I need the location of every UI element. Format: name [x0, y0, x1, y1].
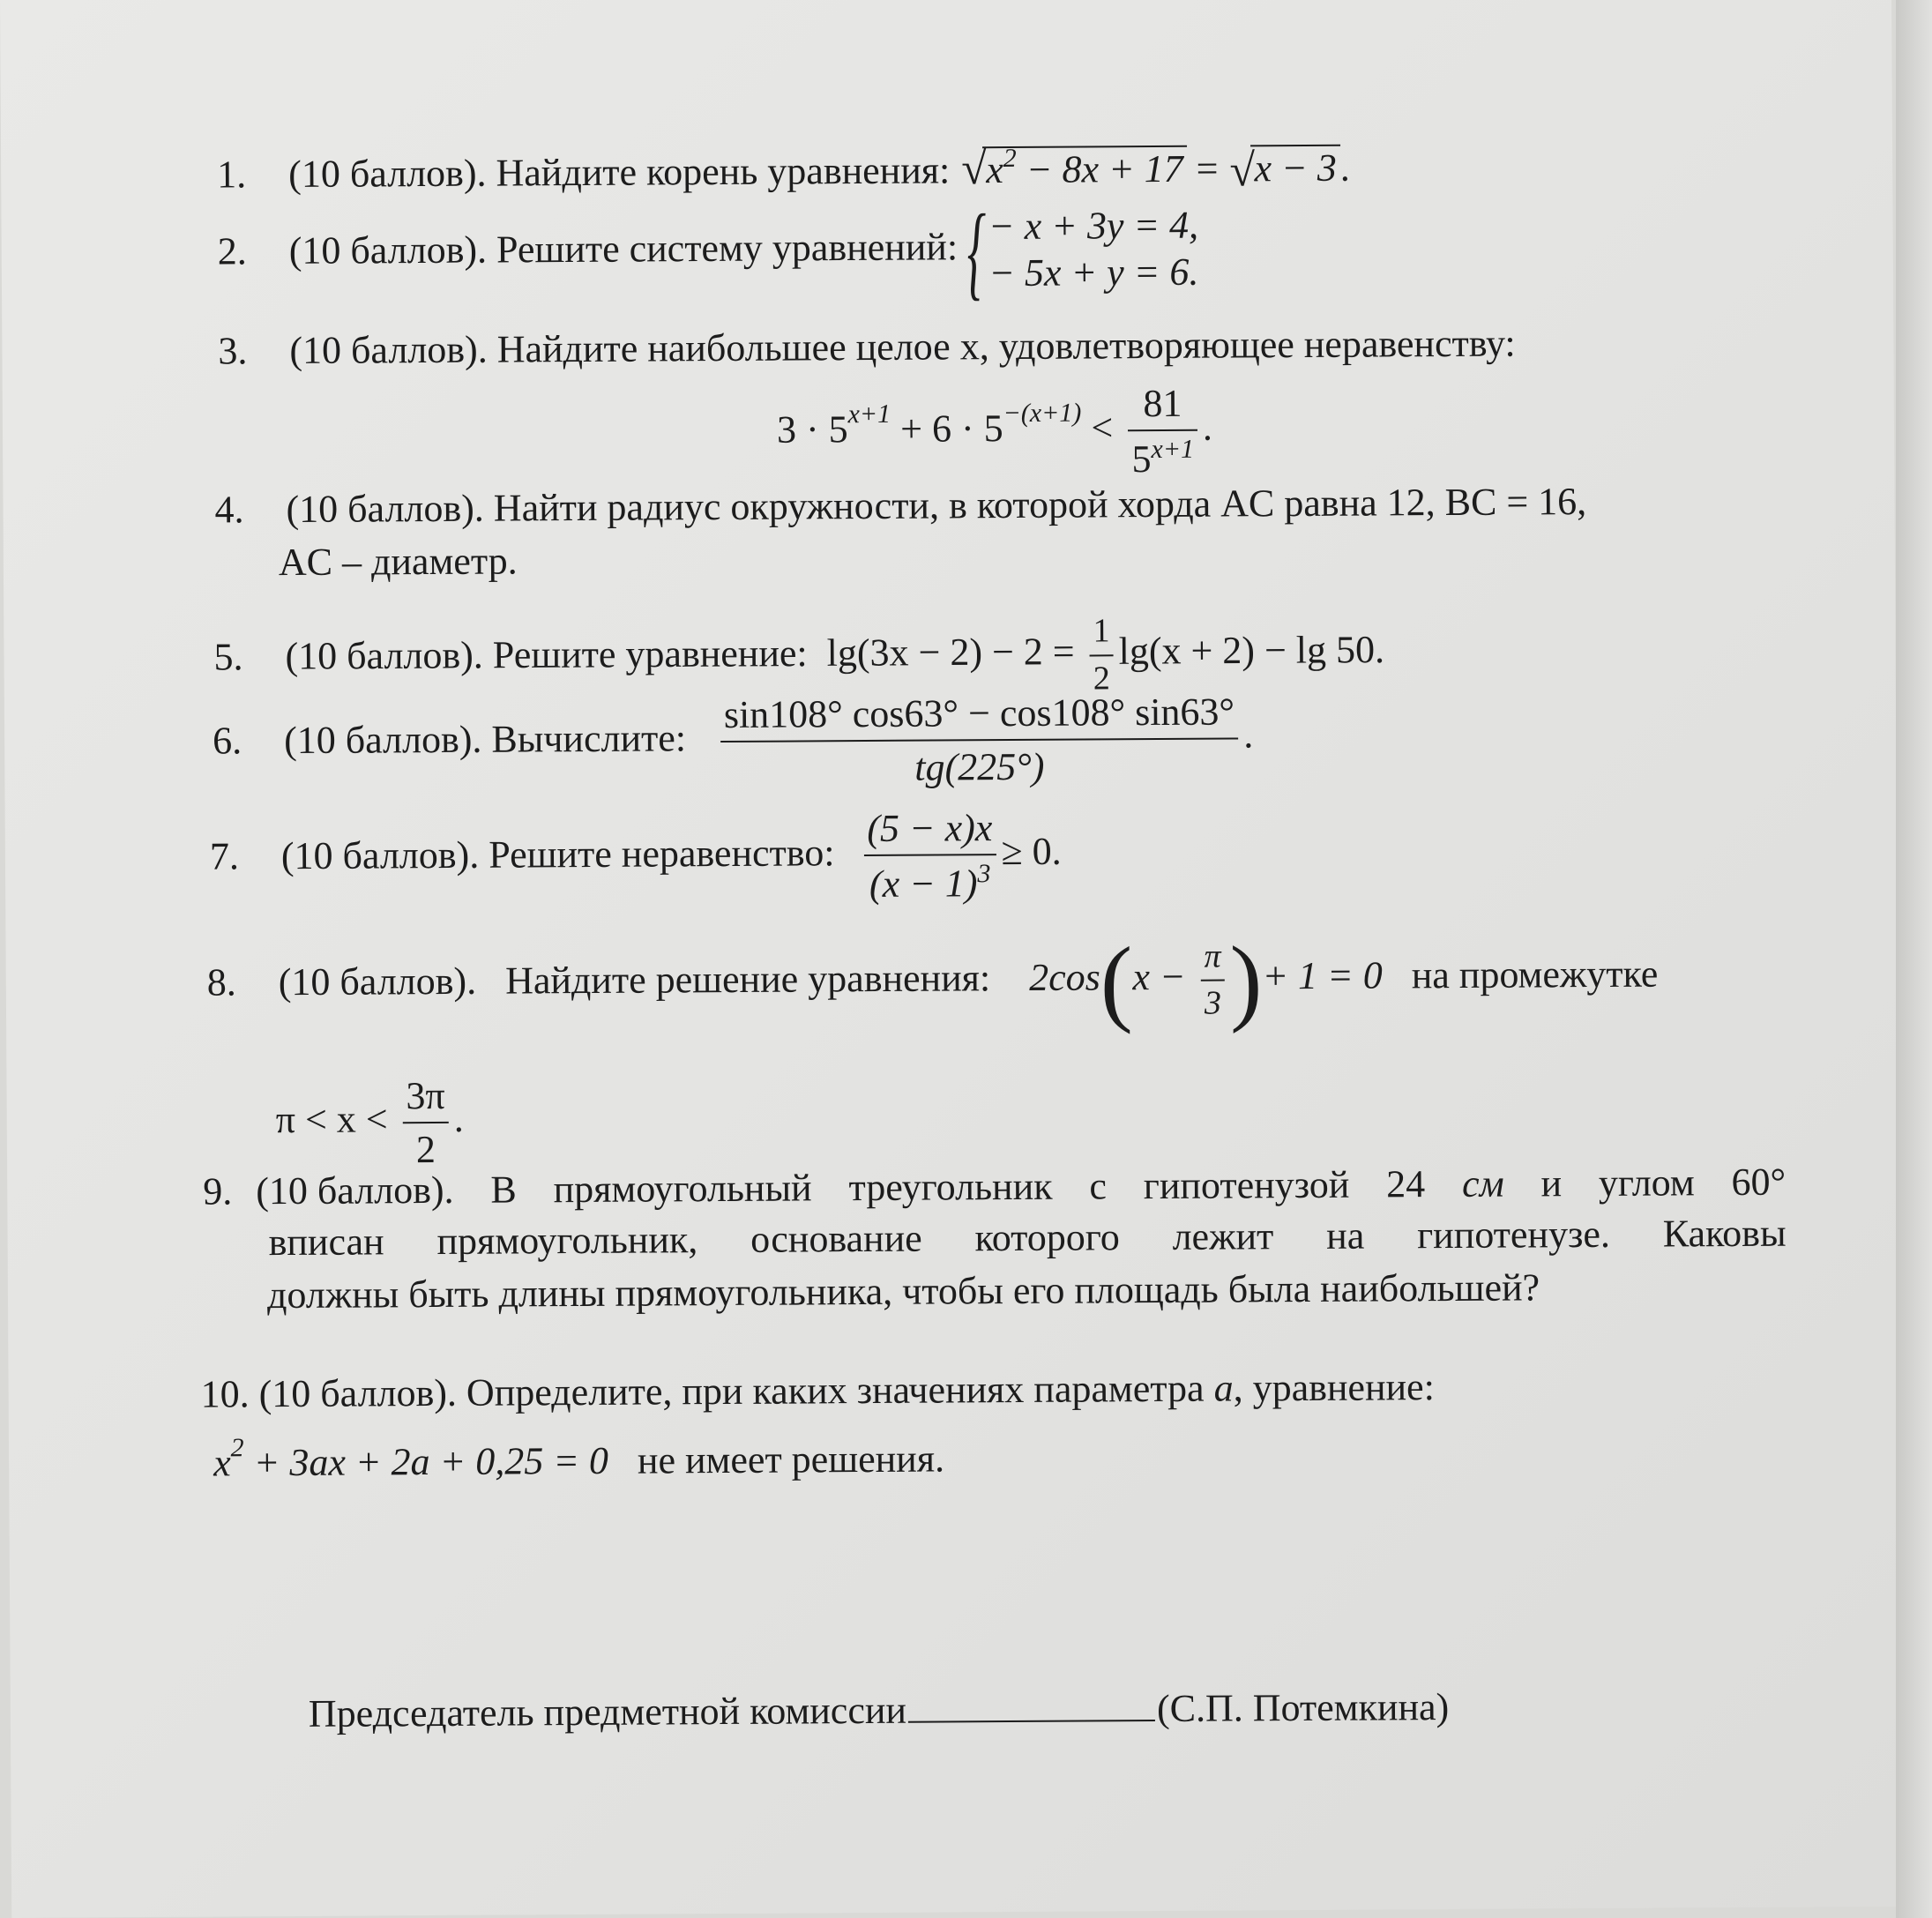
- problem-2: [217, 192, 1199, 310]
- period: .: [1243, 713, 1254, 757]
- radicand-exponent: 2: [1003, 143, 1017, 174]
- fraction-rational: [863, 803, 996, 908]
- problem-9-line-3: [267, 1263, 1540, 1319]
- problem-number: 8.: [206, 960, 236, 1004]
- lhs: lg(3x − 2) − 2 =: [826, 630, 1075, 675]
- equation-tail: + 1 = 0: [1262, 953, 1383, 998]
- signature-label: Председатель предметной комиссии: [308, 1688, 907, 1735]
- word: с: [1089, 1164, 1108, 1208]
- problem-9-line-2: [268, 1209, 1786, 1267]
- problem-points: (10 баллов).: [278, 959, 477, 1004]
- equation-var: x: [213, 1441, 231, 1485]
- numerator: 81: [1143, 381, 1182, 426]
- word: углом: [1598, 1161, 1695, 1205]
- word: лежит: [1172, 1214, 1274, 1258]
- rhs: lg(x + 2) − lg 50.: [1118, 628, 1385, 673]
- denominator: 2: [1093, 659, 1110, 697]
- lhs-term-2: + 6 · 5: [900, 407, 1003, 451]
- problem-text: Найдите корень уравнения:: [496, 148, 951, 195]
- problem-8-condition: [275, 1071, 464, 1175]
- word: В: [490, 1168, 517, 1212]
- system-line-2: − 5x + y = 6.: [988, 250, 1199, 295]
- problem-3: [218, 319, 1516, 376]
- problem-number: 2.: [217, 229, 247, 273]
- problem-6: [213, 687, 1254, 795]
- radicand-right: x − 3: [1250, 145, 1340, 190]
- word: прямоугольный: [553, 1166, 812, 1212]
- problem-7: [210, 803, 1062, 913]
- problem-4-line-2: [279, 536, 518, 586]
- word: треугольник: [848, 1164, 1053, 1210]
- problem-points: (10 баллов).: [289, 327, 488, 373]
- word: которого: [974, 1215, 1120, 1260]
- lhs-term-1: 3 · 5: [776, 407, 848, 452]
- fraction-3pi-2: [402, 1071, 449, 1174]
- denominator: 2: [415, 1128, 436, 1172]
- word: вписан: [268, 1220, 384, 1265]
- word: 24: [1386, 1162, 1426, 1206]
- problem-text-b: , уравнение:: [1233, 1365, 1435, 1410]
- desk-edge: [1896, 0, 1932, 1918]
- signature-block: [309, 1683, 1450, 1738]
- word: основание: [750, 1216, 922, 1261]
- word: гипотенузе.: [1416, 1212, 1611, 1258]
- sqrt-right: √ x − 3: [1227, 144, 1340, 193]
- signature-line: [908, 1720, 1155, 1723]
- equation-tail: не имеет решения.: [637, 1437, 945, 1482]
- problem-number-and-points: [203, 1166, 454, 1216]
- denominator: tg(225°): [914, 744, 1045, 789]
- denominator-exponent: x+1: [1151, 434, 1195, 465]
- problem-number: 5.: [213, 634, 243, 679]
- numerator: 1: [1093, 612, 1110, 650]
- problem-points: (10 баллов).: [288, 151, 487, 197]
- problem-number: 10.: [200, 1372, 250, 1416]
- problem-text: Найти радиус окружности, в которой хорда AC равна 12, BC = 16,: [493, 480, 1587, 530]
- numerator: 3π: [406, 1073, 445, 1118]
- word: см: [1461, 1161, 1504, 1205]
- problem-number: 1.: [217, 153, 247, 197]
- problem-number: 6.: [212, 719, 242, 763]
- period: .: [1339, 146, 1350, 190]
- denominator: 3: [1204, 984, 1221, 1022]
- word: 60°: [1731, 1160, 1787, 1205]
- problem-10: [200, 1362, 1435, 1419]
- problem-3-formula: [777, 379, 1213, 486]
- problem-points: (10 баллов).: [288, 228, 488, 272]
- problem-text: Определите, при каких значениях параметра: [466, 1366, 1205, 1414]
- word: гипотенузой: [1143, 1162, 1350, 1208]
- exponent-2: −(x+1): [1003, 398, 1082, 429]
- sqrt-left: √ $x^2 - 8x + 17$: [959, 141, 1187, 195]
- equals-sign: =: [1196, 146, 1219, 190]
- equation-rest: + 3ax + 2a + 0,25 = 0: [243, 1438, 609, 1485]
- problem-text: Решите уравнение:: [492, 631, 808, 677]
- problem-text-3: должны быть длины прямоугольника, чтобы его площадь была наибольшей?: [266, 1265, 1540, 1317]
- radicand-var: x: [986, 148, 1003, 192]
- problem-text: Решите систему уравнений:: [496, 225, 959, 272]
- problem-points: (10 баллов).: [256, 1168, 454, 1213]
- radicand-tail: − 8x + 17: [1016, 146, 1183, 191]
- problem-4: [214, 477, 1586, 534]
- problem-text: Вычислите:: [491, 716, 687, 761]
- numerator: sin108° cos63° − cos108° sin63°: [723, 690, 1235, 737]
- rhs: ≥ 0.: [1001, 829, 1062, 874]
- problem-text: Найдите решение уравнения:: [504, 956, 991, 1003]
- numerator: (5 − x)x: [867, 806, 993, 851]
- problem-number: 7.: [209, 834, 240, 878]
- problem-9: [203, 1158, 1786, 1216]
- brace-icon: {: [966, 192, 988, 310]
- problem-points: (10 баллов).: [285, 633, 483, 678]
- close-paren: ): [1229, 926, 1263, 1034]
- denominator: (x − 1): [869, 862, 978, 906]
- problem-text: Найдите наибольшее целое x, удовлетворяющее неравенству:: [496, 321, 1516, 371]
- fraction: [1128, 379, 1197, 483]
- open-paren: (: [1100, 927, 1133, 1035]
- word: на: [1326, 1213, 1365, 1258]
- cos-term: 2cos: [1028, 955, 1100, 999]
- parameter: a: [1213, 1366, 1234, 1410]
- interval-text: на промежутке: [1411, 952, 1659, 997]
- problem-number: 4.: [214, 488, 244, 532]
- fraction-trig: [720, 687, 1239, 793]
- fraction-pi-3: [1200, 936, 1225, 1025]
- condition: π < x <: [275, 1097, 388, 1142]
- problem-10-equation: [213, 1427, 944, 1487]
- exponent-1: x+1: [847, 399, 891, 429]
- problem-text-2: AC – диаметр.: [278, 539, 518, 585]
- argument: x −: [1132, 954, 1186, 999]
- equation-system: [966, 192, 1199, 310]
- denominator-exponent: 3: [977, 859, 991, 889]
- word: Каковы: [1662, 1211, 1787, 1256]
- problem-number: 9.: [203, 1169, 233, 1213]
- period: .: [453, 1096, 464, 1140]
- problem-points: (10 баллов).: [286, 486, 484, 532]
- problem-number: 3.: [218, 329, 248, 373]
- problem-text: Решите неравенство:: [489, 831, 835, 877]
- system-line-1: − x + 3y = 4,: [988, 203, 1199, 249]
- problem-points: (10 баллов).: [280, 832, 480, 878]
- word: прямоугольник,: [436, 1218, 698, 1263]
- denominator: 5: [1131, 437, 1152, 481]
- numerator: π: [1204, 937, 1221, 975]
- problem-points: (10 баллов).: [258, 1370, 458, 1416]
- problem-1: [217, 140, 1350, 199]
- problem-points: (10 баллов).: [283, 717, 482, 763]
- problem-8: [206, 926, 1659, 1035]
- signature-name: (С.П. Потемкина): [1156, 1684, 1450, 1731]
- word: и: [1540, 1161, 1563, 1205]
- less-than: <: [1091, 406, 1114, 450]
- fraction-half: [1089, 610, 1114, 699]
- period: .: [1202, 405, 1213, 449]
- equation-exponent: 2: [230, 1433, 244, 1463]
